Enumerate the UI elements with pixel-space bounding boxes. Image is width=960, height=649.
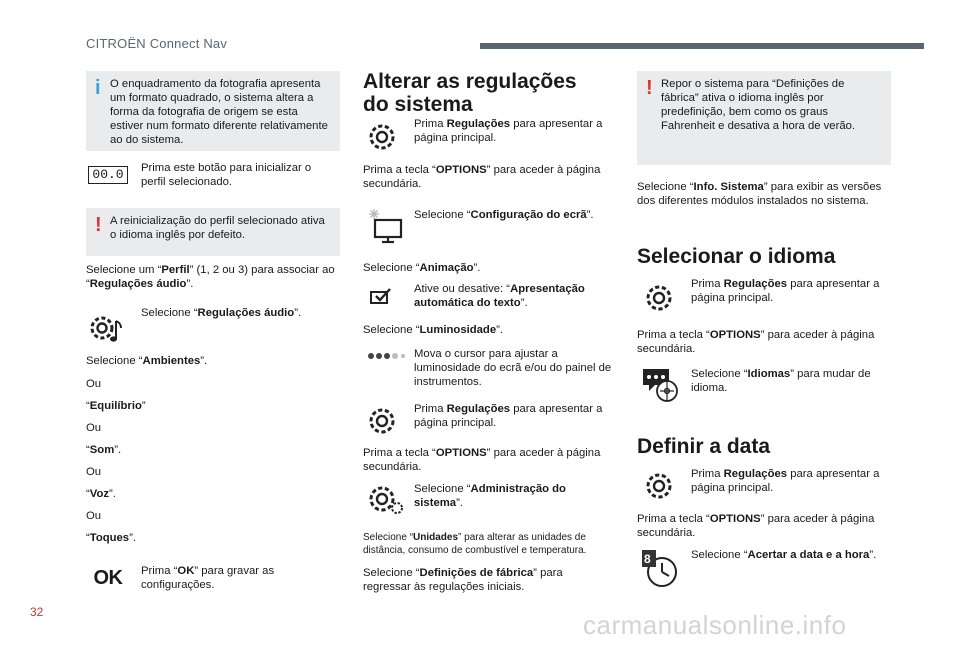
settings-gear-icon (643, 470, 675, 502)
calendar-badge: 8 (644, 552, 651, 566)
warning-box-profile (86, 208, 340, 256)
screen-config-text: Selecione “Configuração do ecrã”. (414, 209, 594, 221)
ou-text: Ou (86, 466, 102, 478)
language-icon (640, 365, 684, 403)
options-text: Prima a tecla “OPTIONS” para aceder à página secundária. (637, 329, 875, 355)
section-heading-date: Definir a data (637, 435, 771, 458)
set-date-text: Selecione “Acertar a data e a hora”. (691, 549, 877, 561)
info-system-text: Selecione “Info. Sistema” para exibir as versões dos diferentes módulos instalados no sistema. (637, 181, 882, 207)
step-regulacoes-text: Prima Regulações para apresentar a página principal. (691, 278, 880, 304)
toques-text: “Toques”. (86, 532, 137, 544)
idiomas-text: Selecione “Idiomas” para mudar de idioma. (691, 368, 871, 394)
step-regulacoes-text: Prima Regulações para apresentar a página principal. (691, 468, 880, 494)
warning-icon: ! (646, 77, 653, 99)
luminosidade-text: Selecione “Luminosidade”. (363, 324, 504, 336)
screen-config-icon (366, 207, 406, 245)
ou-text: Ou (86, 510, 102, 522)
select-profile-text: Selecione um “Perfil” (1, 2 ou 3) para associar ao “Regulações áudio”. (86, 264, 335, 290)
options-text: Prima a tecla “OPTIONS” para aceder à página secundária. (363, 164, 601, 190)
voz-text: “Voz”. (86, 488, 116, 500)
brightness-slider-icon (366, 350, 406, 362)
settings-gear-icon (366, 121, 398, 153)
page-number: 32 (30, 605, 44, 619)
ambientes-text: Selecione “Ambientes”. (86, 355, 208, 367)
watermark: carmanualsonline.info (583, 610, 847, 640)
ok-text: Prima “OK” para gravar as configurações. (141, 565, 275, 591)
info-box (86, 71, 340, 151)
options-text: Prima a tecla “OPTIONS” para aceder à página secundária. (637, 513, 875, 539)
system-admin-text: Selecione “Administração do sistema”. (414, 483, 566, 509)
reset-counter-icon (88, 166, 128, 184)
reset-counter-label: 00.0 (92, 167, 124, 182)
warning-box-text: A reinicialização do perfil selecionado ativa o idioma inglês por defeito. (110, 215, 325, 241)
info-icon: i (95, 77, 101, 99)
clock-calendar-icon (640, 548, 680, 588)
checkbox-icon (366, 286, 396, 306)
settings-gear-icon (643, 282, 675, 314)
section-heading-system: Alterar as regulações do sistema (363, 70, 577, 116)
step-regulacoes-text: Prima Regulações para apresentar a página principal. (414, 403, 603, 429)
factory-settings-text: Selecione “Definições de fábrica” para regressar às regulações iniciais. (363, 567, 563, 593)
unidades-text: Selecione “Unidades” para alterar as unidades de distância, consumo de combustível e temperatura. (363, 532, 587, 556)
info-box-text: O enquadramento da fotografia apresenta um formato quadrado, o sistema altera a forma da fotografia de origem se esta estiver num formato diferente relativamente ao do sistema. (110, 78, 328, 146)
equilibrio-text: “Equilíbrio” (86, 400, 146, 412)
audio-step-text: Selecione “Regulações áudio”. (141, 307, 302, 319)
ou-text: Ou (86, 378, 102, 390)
reset-text: Prima este botão para inicializar o perfil selecionado. (141, 162, 312, 188)
warning-icon: ! (95, 214, 102, 236)
system-admin-icon (366, 483, 406, 517)
settings-gear-icon (366, 405, 398, 437)
section-heading-language: Selecionar o idioma (637, 245, 836, 268)
header-bar (480, 43, 924, 49)
cursor-text: Mova o cursor para ajustar a luminosidade do ecrã e/ou do painel de instrumentos. (414, 348, 612, 388)
options-text: Prima a tecla “OPTIONS” para aceder à página secundária. (363, 447, 601, 473)
animacao-text: Selecione “Animação”. (363, 262, 481, 274)
header-title: CITROËN Connect Nav (86, 36, 228, 51)
auto-text-toggle-text: Ative ou desative: “Apresentação automática do texto”. (414, 283, 585, 309)
warning-box-factory (637, 71, 891, 165)
step-regulacoes-text: Prima Regulações para apresentar a página principal. (414, 118, 603, 144)
ok-icon: OK (93, 567, 123, 589)
som-text: “Som”. (86, 444, 122, 456)
audio-settings-icon (88, 313, 128, 345)
warning-box-text: Repor o sistema para “Definições de fábrica” ativa o idioma inglês por predefinição, bem como os graus Fahrenheit e desativa a hora de verão. (661, 78, 856, 132)
ou-text: Ou (86, 422, 102, 434)
